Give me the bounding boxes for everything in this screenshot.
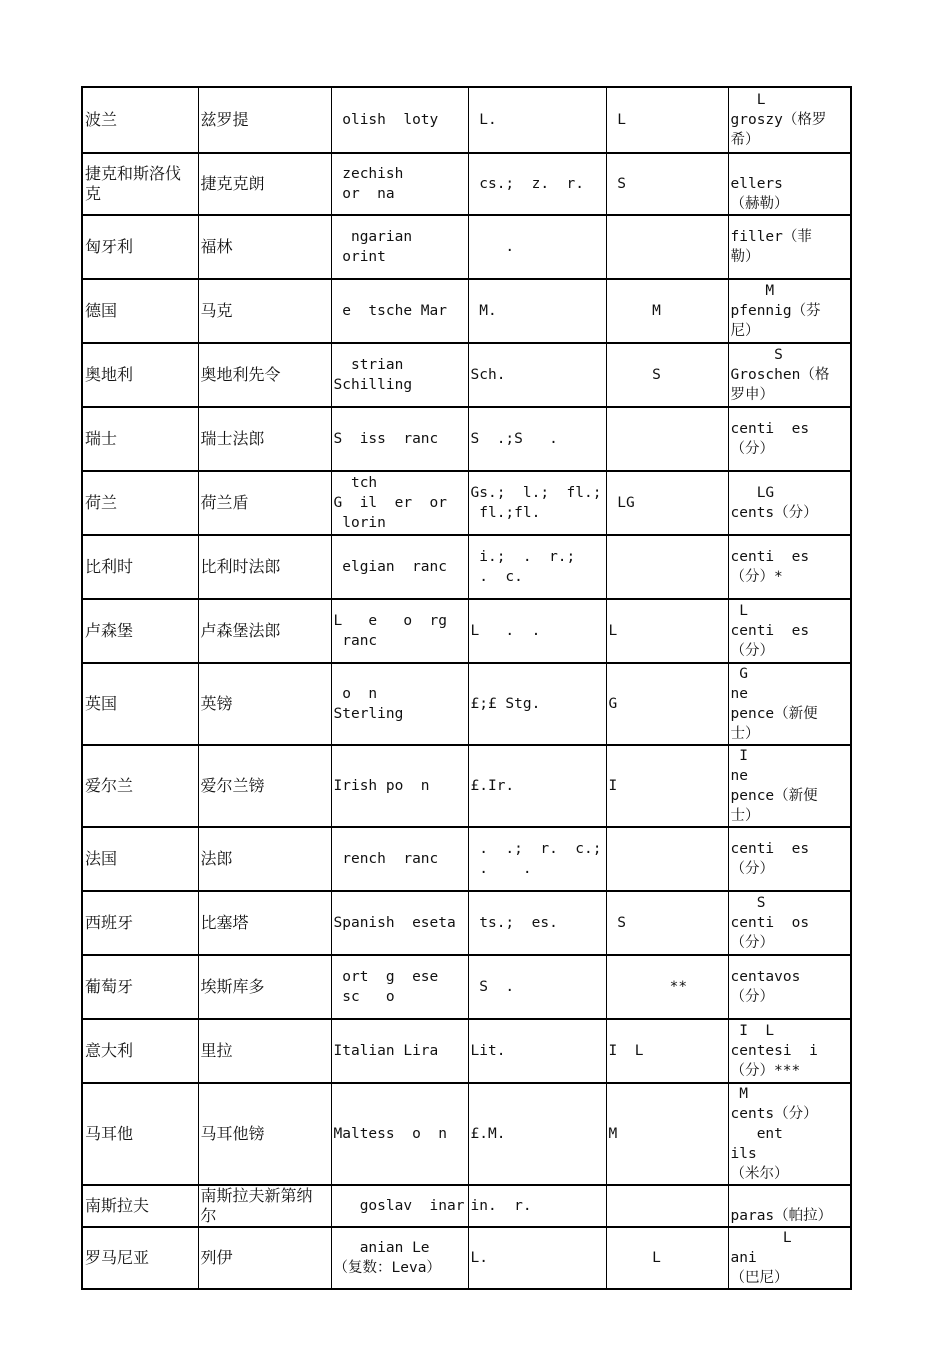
- code-cell: [606, 1185, 728, 1227]
- country-cell: 英国: [82, 663, 198, 745]
- country-cell: 荷兰: [82, 471, 198, 535]
- country-cell: 奥地利: [82, 343, 198, 407]
- english-name-cell: Italian Lira: [331, 1019, 468, 1083]
- abbreviation-cell: Sch.: [468, 343, 606, 407]
- currency-name-cell: 比塞塔: [198, 891, 331, 955]
- fractional-unit-cell: L groszy（格罗 希）: [728, 87, 851, 153]
- code-cell: S: [606, 153, 728, 215]
- currency-name-cell: 法郎: [198, 827, 331, 891]
- country-cell: 爱尔兰: [82, 745, 198, 827]
- fractional-unit-cell: L ani （巴尼）: [728, 1227, 851, 1289]
- country-cell: 卢森堡: [82, 599, 198, 663]
- currency-name-cell: 比利时法郎: [198, 535, 331, 599]
- code-cell: **: [606, 955, 728, 1019]
- currency-table-body: [82, 87, 851, 1289]
- abbreviation-cell: Lit.: [468, 1019, 606, 1083]
- english-name-cell: strian Schilling: [331, 343, 468, 407]
- fractional-unit-cell: centi es （分）: [728, 827, 851, 891]
- country-cell: 马耳他: [82, 1083, 198, 1185]
- english-name-cell: e tsche Mar: [331, 279, 468, 343]
- fractional-unit-cell: centavos （分）: [728, 955, 851, 1019]
- abbreviation-cell: in. r.: [468, 1185, 606, 1227]
- fractional-unit-cell: L centi es （分）: [728, 599, 851, 663]
- abbreviation-cell: L.: [468, 87, 606, 153]
- english-name-cell: L e o rg ranc: [331, 599, 468, 663]
- code-cell: L: [606, 87, 728, 153]
- currency-name-cell: 里拉: [198, 1019, 331, 1083]
- code-cell: M: [606, 1083, 728, 1185]
- country-cell: 捷克和斯洛伐 克: [82, 153, 198, 215]
- country-cell: 罗马尼亚: [82, 1227, 198, 1289]
- english-name-cell: Spanish eseta: [331, 891, 468, 955]
- english-name-cell: zechish or na: [331, 153, 468, 215]
- table-row: [82, 1019, 851, 1083]
- table-row: [82, 343, 851, 407]
- table-row: [82, 891, 851, 955]
- english-name-cell: Irish po n: [331, 745, 468, 827]
- currency-name-cell: 马克: [198, 279, 331, 343]
- abbreviation-cell: £.Ir.: [468, 745, 606, 827]
- currency-name-cell: 捷克克朗: [198, 153, 331, 215]
- code-cell: [606, 215, 728, 279]
- fractional-unit-cell: I L centesi i （分）***: [728, 1019, 851, 1083]
- fractional-unit-cell: M cents（分） ent ils （米尔）: [728, 1083, 851, 1185]
- abbreviation-cell: ts.; es.: [468, 891, 606, 955]
- table-row: [82, 663, 851, 745]
- code-cell: I: [606, 745, 728, 827]
- abbreviation-cell: S .;S .: [468, 407, 606, 471]
- currency-table: [81, 86, 852, 1290]
- fractional-unit-cell: G ne pence（新便 士）: [728, 663, 851, 745]
- abbreviation-cell: £.M.: [468, 1083, 606, 1185]
- english-name-cell: anian Le （复数：Leva）: [331, 1227, 468, 1289]
- abbreviation-cell: £;£ Stg.: [468, 663, 606, 745]
- english-name-cell: olish loty: [331, 87, 468, 153]
- english-name-cell: tch G il er or lorin: [331, 471, 468, 535]
- country-cell: 法国: [82, 827, 198, 891]
- code-cell: L: [606, 599, 728, 663]
- code-cell: [606, 535, 728, 599]
- english-name-cell: Maltess o n: [331, 1083, 468, 1185]
- country-cell: 匈牙利: [82, 215, 198, 279]
- code-cell: L: [606, 1227, 728, 1289]
- fractional-unit-cell: filler（菲 勒）: [728, 215, 851, 279]
- fractional-unit-cell: I ne pence（新便 士）: [728, 745, 851, 827]
- currency-name-cell: 荷兰盾: [198, 471, 331, 535]
- table-row: [82, 471, 851, 535]
- english-name-cell: ngarian orint: [331, 215, 468, 279]
- code-cell: [606, 407, 728, 471]
- table-row: [82, 535, 851, 599]
- currency-name-cell: 马耳他镑: [198, 1083, 331, 1185]
- fractional-unit-cell: paras（帕拉）: [728, 1185, 851, 1227]
- table-row: [82, 153, 851, 215]
- abbreviation-cell: L.: [468, 1227, 606, 1289]
- country-cell: 德国: [82, 279, 198, 343]
- table-row: [82, 407, 851, 471]
- country-cell: 波兰: [82, 87, 198, 153]
- country-cell: 瑞士: [82, 407, 198, 471]
- currency-name-cell: 福林: [198, 215, 331, 279]
- abbreviation-cell: Gs.; l.; fl.; fl.;fl.: [468, 471, 606, 535]
- currency-name-cell: 卢森堡法郎: [198, 599, 331, 663]
- english-name-cell: o n Sterling: [331, 663, 468, 745]
- currency-name-cell: 埃斯库多: [198, 955, 331, 1019]
- english-name-cell: elgian ranc: [331, 535, 468, 599]
- country-cell: 葡萄牙: [82, 955, 198, 1019]
- table-row: [82, 1227, 851, 1289]
- fractional-unit-cell: ellers （赫勒）: [728, 153, 851, 215]
- code-cell: LG: [606, 471, 728, 535]
- english-name-cell: rench ranc: [331, 827, 468, 891]
- table-row: [82, 279, 851, 343]
- country-cell: 比利时: [82, 535, 198, 599]
- table-row: [82, 599, 851, 663]
- table-row: [82, 1083, 851, 1185]
- code-cell: S: [606, 343, 728, 407]
- currency-name-cell: 奥地利先令: [198, 343, 331, 407]
- country-cell: 意大利: [82, 1019, 198, 1083]
- english-name-cell: ort g ese sc o: [331, 955, 468, 1019]
- table-row: [82, 1185, 851, 1227]
- abbreviation-cell: .: [468, 215, 606, 279]
- currency-name-cell: 南斯拉夫新第纳 尔: [198, 1185, 331, 1227]
- currency-name-cell: 兹罗提: [198, 87, 331, 153]
- code-cell: S: [606, 891, 728, 955]
- abbreviation-cell: L . .: [468, 599, 606, 663]
- currency-name-cell: 爱尔兰镑: [198, 745, 331, 827]
- abbreviation-cell: S .: [468, 955, 606, 1019]
- table-row: [82, 745, 851, 827]
- fractional-unit-cell: centi es （分）*: [728, 535, 851, 599]
- abbreviation-cell: cs.; z. r.: [468, 153, 606, 215]
- code-cell: [606, 827, 728, 891]
- table-row: [82, 87, 851, 153]
- english-name-cell: goslav inar: [331, 1185, 468, 1227]
- abbreviation-cell: i.; . r.; . c.: [468, 535, 606, 599]
- country-cell: 南斯拉夫: [82, 1185, 198, 1227]
- english-name-cell: S iss ranc: [331, 407, 468, 471]
- fractional-unit-cell: LG cents（分）: [728, 471, 851, 535]
- abbreviation-cell: . .; r. c.; . .: [468, 827, 606, 891]
- fractional-unit-cell: S Groschen（格 罗申）: [728, 343, 851, 407]
- code-cell: M: [606, 279, 728, 343]
- currency-name-cell: 列伊: [198, 1227, 331, 1289]
- fractional-unit-cell: S centi os （分）: [728, 891, 851, 955]
- code-cell: G: [606, 663, 728, 745]
- currency-name-cell: 瑞士法郎: [198, 407, 331, 471]
- fractional-unit-cell: M pfennig（芬 尼）: [728, 279, 851, 343]
- abbreviation-cell: M.: [468, 279, 606, 343]
- code-cell: I L: [606, 1019, 728, 1083]
- fractional-unit-cell: centi es （分）: [728, 407, 851, 471]
- table-row: [82, 955, 851, 1019]
- currency-name-cell: 英镑: [198, 663, 331, 745]
- table-row: [82, 827, 851, 891]
- country-cell: 西班牙: [82, 891, 198, 955]
- table-row: [82, 215, 851, 279]
